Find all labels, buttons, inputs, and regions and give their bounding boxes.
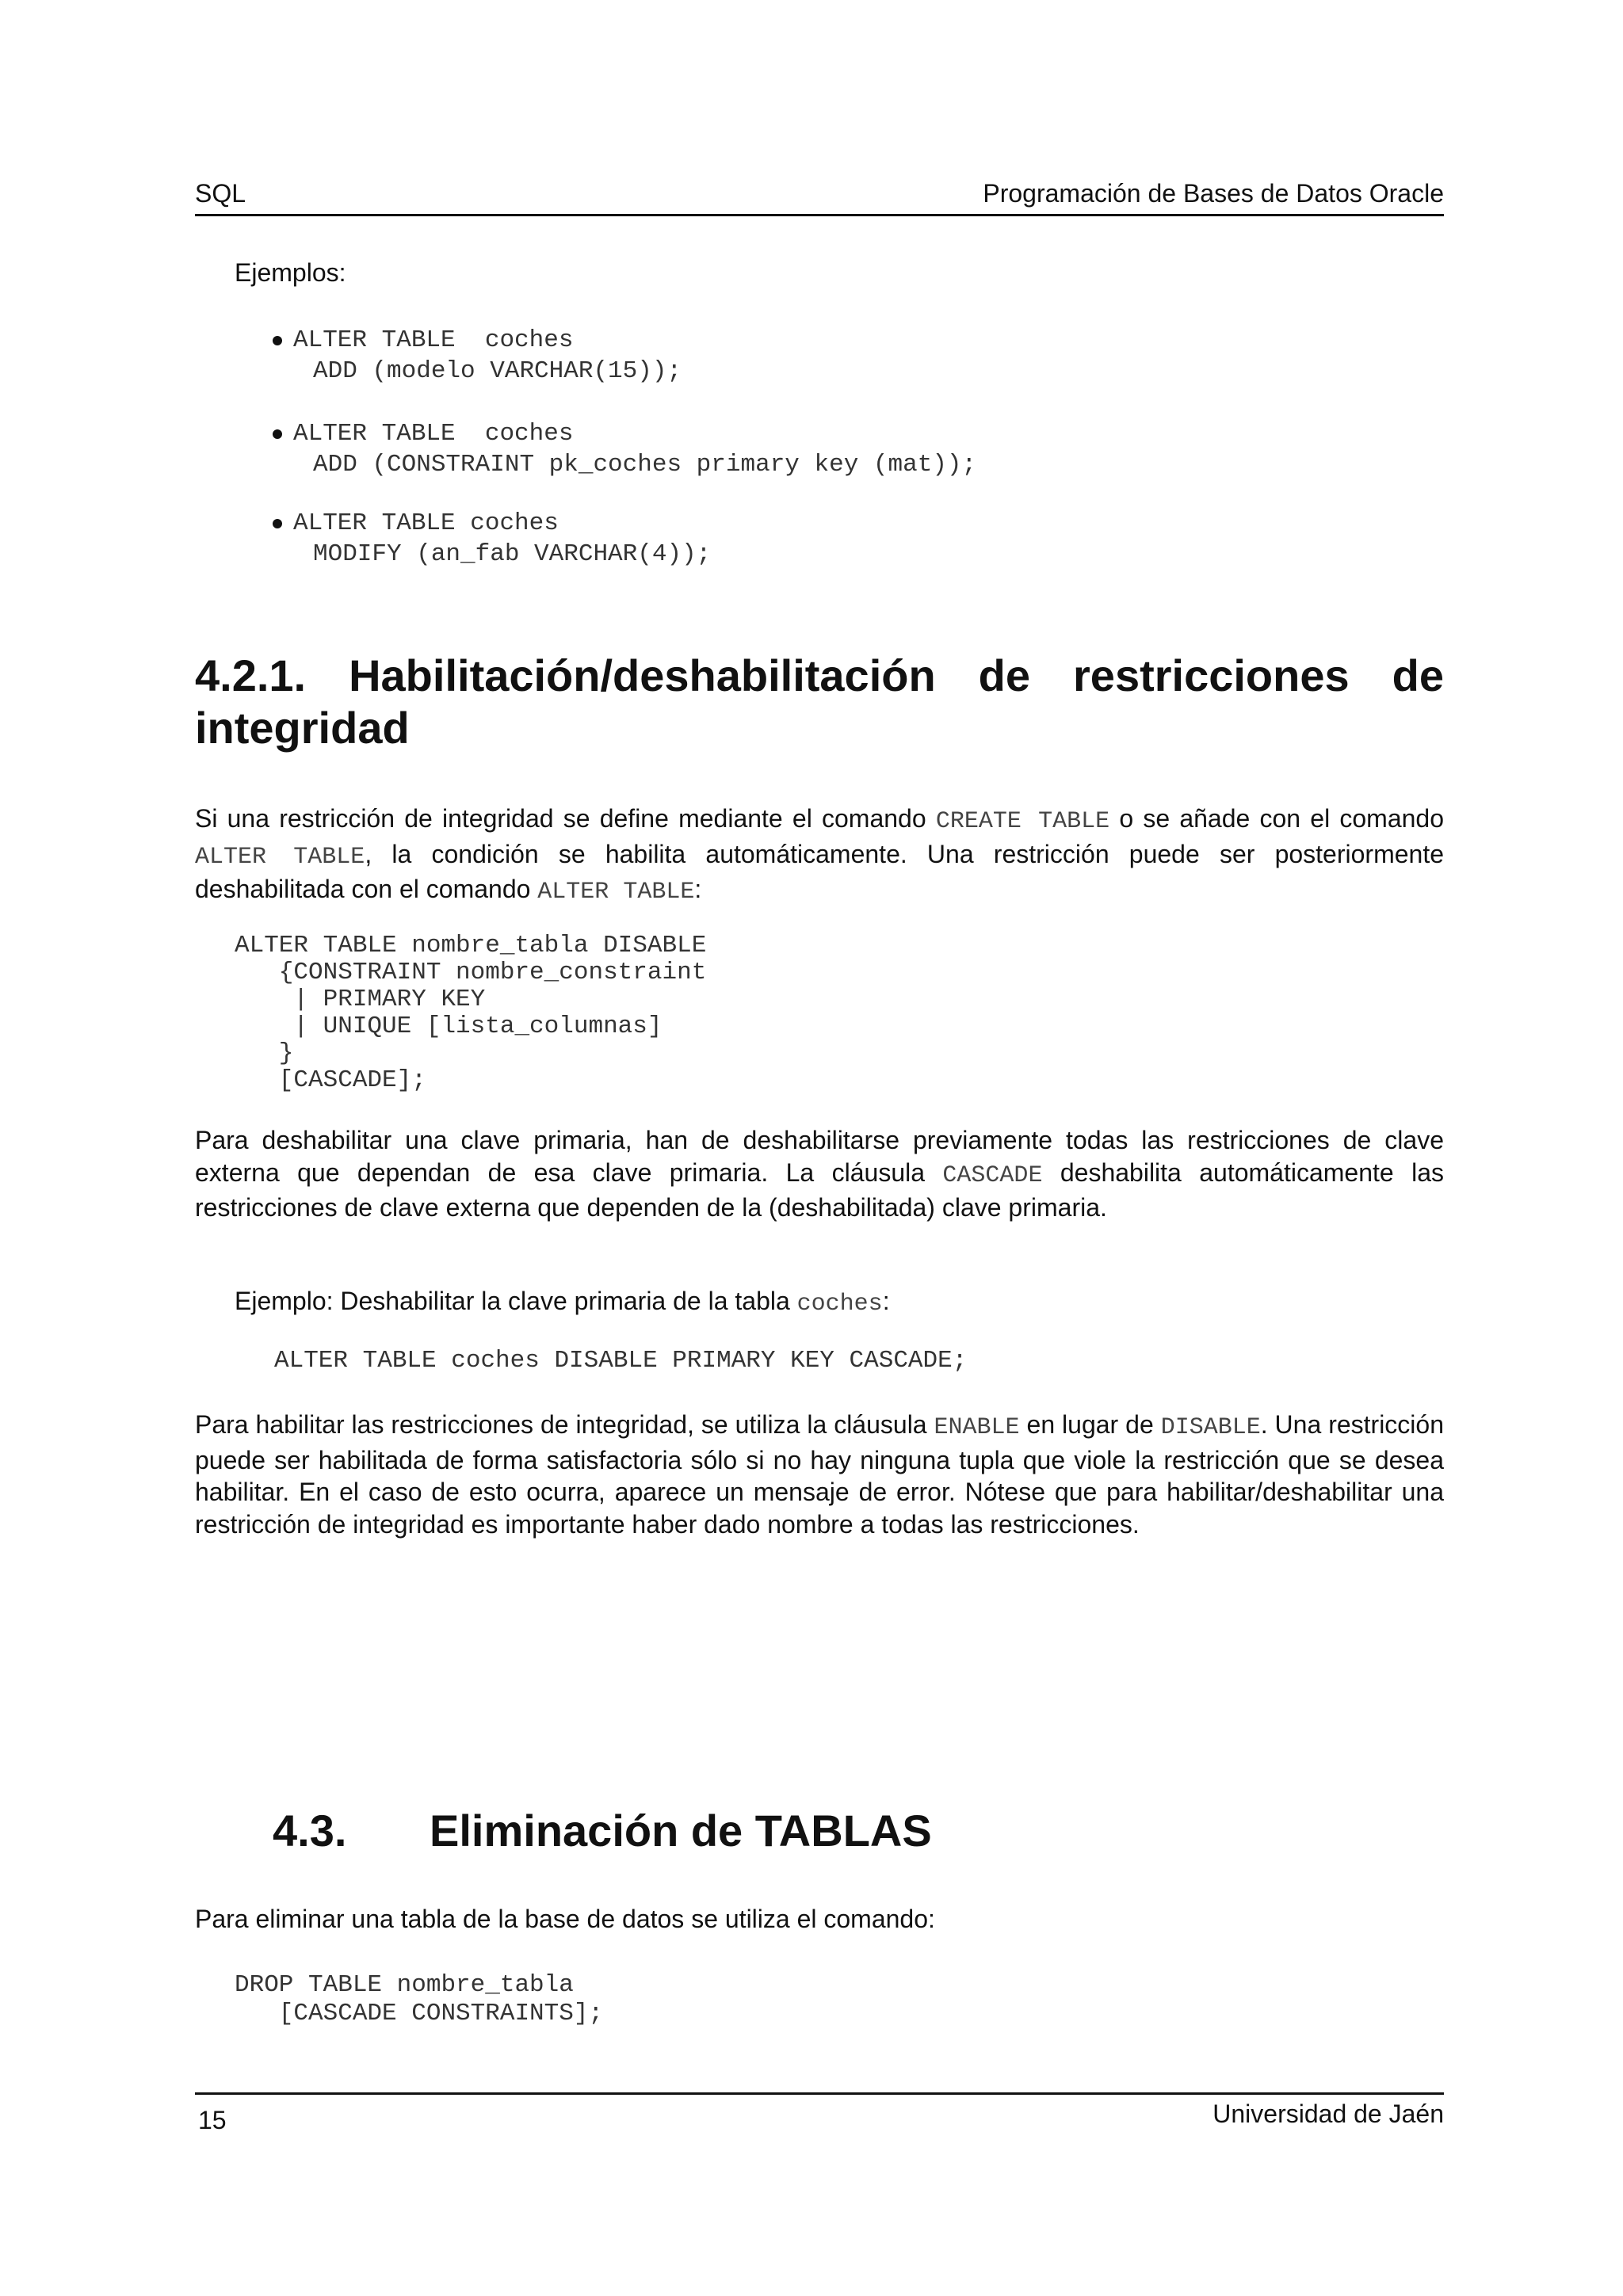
- inline-code: ALTER TABLE: [195, 843, 365, 871]
- header-left: SQL: [195, 179, 246, 208]
- text-run: Para habilitar las restricciones de integridad, se utiliza la cláusula: [195, 1410, 934, 1439]
- paragraph-drop: Para eliminar una tabla de la base de datos se utiliza el comando:: [195, 1905, 935, 1933]
- example-code: ALTER TABLE coches DISABLE PRIMARY KEY CASCADE;: [274, 1347, 968, 1375]
- text-run: Ejemplo: Deshabilitar la clave primaria de la tabla: [235, 1287, 797, 1315]
- text-run: , la condición se habilita automáticamente. Una restricción puede ser posteriormente deshabilitada con el comando: [195, 839, 1444, 903]
- syntax-line: [CASCADE];: [235, 1066, 426, 1094]
- example-line2: ADD (CONSTRAINT pk_coches primary key (mat));: [313, 451, 977, 479]
- syntax-line: {CONSTRAINT nombre_constraint: [235, 959, 707, 986]
- example-line1: ALTER TABLE coches: [293, 420, 574, 448]
- example-caption: [235, 1287, 890, 1318]
- text-run: Si una restricción de integridad se define mediante el comando: [195, 804, 936, 833]
- footer-right: Universidad de Jaén: [1212, 2100, 1444, 2128]
- bullet-icon: [273, 336, 282, 345]
- paragraph-enable: [195, 1409, 1444, 1540]
- examples-label: Ejemplos:: [235, 258, 346, 287]
- section-heading-421: [195, 650, 1444, 702]
- inline-code: DISABLE: [1160, 1414, 1261, 1441]
- syntax-line: DROP TABLE nombre_tabla: [235, 1971, 574, 1999]
- text-run: en lugar de: [1019, 1410, 1161, 1439]
- text-run: deshabilita automáticamente las restricciones de clave externa que dependen de la (deshabilitada) clave primaria.: [195, 1158, 1445, 1222]
- text-run: :: [882, 1287, 890, 1315]
- syntax-line: ALTER TABLE nombre_tabla DISABLE: [235, 932, 707, 959]
- paragraph-cascade: [195, 1124, 1444, 1224]
- text-run: Para deshabilitar una clave primaria, han de deshabilitarse previamente todas las restricciones de clave externa que dependan de esa clave primaria. La cláusula: [195, 1126, 1444, 1187]
- heading-number: 4.2.1.: [195, 650, 307, 700]
- heading-word: restricciones: [1073, 650, 1350, 700]
- footer-rule: [195, 2092, 1444, 2095]
- syntax-line: | PRIMARY KEY: [235, 986, 486, 1013]
- header-right: Programación de Bases de Datos Oracle: [983, 179, 1444, 208]
- text-run: . Una restricción puede ser habilitada de forma satisfactoria sólo si no hay ninguna tupla que viole la restricción que se desea habilitar. En el caso de esto ocurra, aparece un mensaje de error. Nótese que para habilitar/deshabilitar una restricción de integridad es importante haber dado nombre a todas las restricciones.: [195, 1410, 1445, 1539]
- inline-code: ALTER TABLE: [537, 879, 695, 906]
- example-line1: ALTER TABLE coches: [293, 326, 574, 354]
- syntax-line: | UNIQUE [lista_columnas]: [235, 1013, 663, 1040]
- syntax-line: [CASCADE CONSTRAINTS];: [235, 2000, 604, 2027]
- page-number: 15: [198, 2106, 227, 2134]
- syntax-line: }: [235, 1039, 294, 1067]
- paragraph-enable-intro: [195, 803, 1444, 909]
- heading-word: de: [1392, 650, 1444, 700]
- example-line2: ADD (modelo VARCHAR(15));: [313, 357, 682, 385]
- section-heading-421-line2: integridad: [195, 703, 410, 753]
- inline-code: CREATE TABLE: [935, 808, 1110, 835]
- inline-code: CASCADE: [942, 1161, 1043, 1189]
- section-title-43: Eliminación de TABLAS: [430, 1806, 932, 1855]
- example-line1: ALTER TABLE coches: [293, 509, 559, 537]
- heading-word: de: [978, 650, 1031, 700]
- inline-code: coches: [796, 1291, 883, 1318]
- section-number-43: 4.3.: [273, 1806, 347, 1855]
- bullet-icon: [273, 519, 282, 528]
- inline-code: ENABLE: [934, 1414, 1020, 1441]
- bullet-icon: [273, 429, 282, 439]
- text-run: :: [694, 875, 702, 903]
- heading-word: Habilitación/deshabilitación: [349, 650, 936, 700]
- text-run: o se añade con el comando: [1109, 804, 1445, 833]
- example-line2: MODIFY (an_fab VARCHAR(4));: [313, 540, 712, 568]
- header-rule: [195, 214, 1444, 216]
